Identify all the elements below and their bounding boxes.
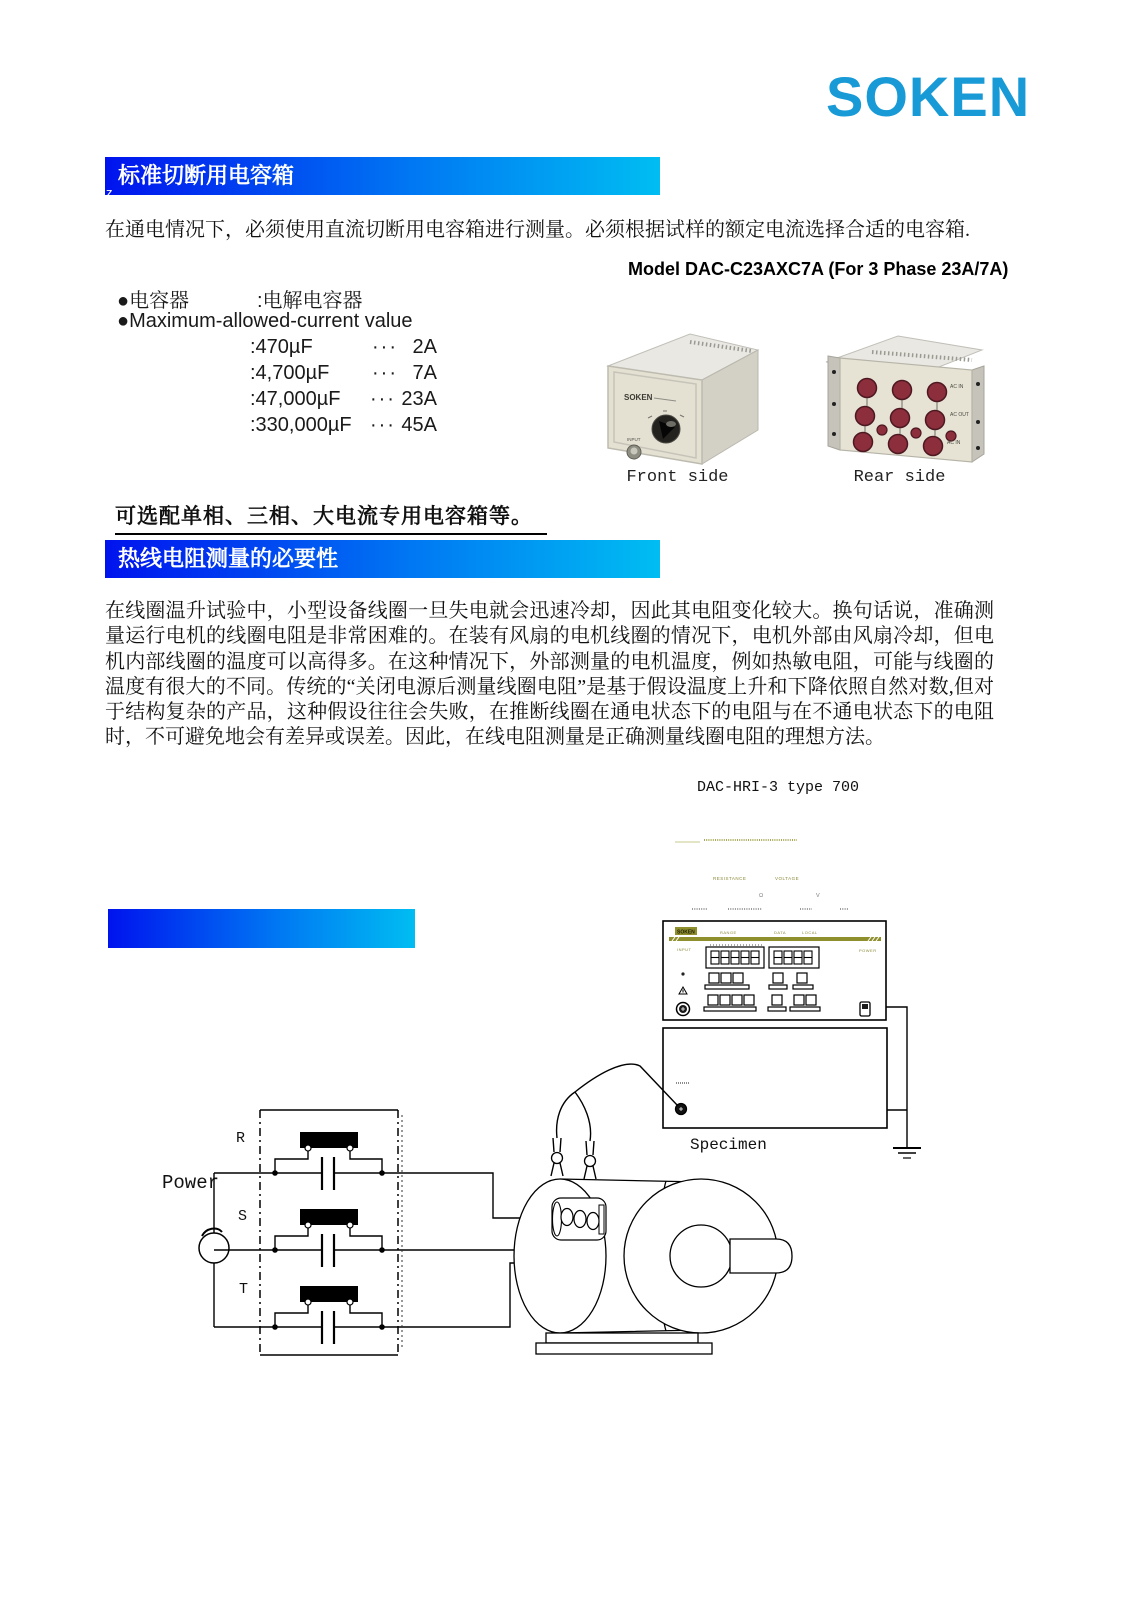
led-indicator <box>681 972 684 975</box>
section-header-capacitor-box <box>105 157 660 200</box>
spec-value-row <box>250 414 437 440</box>
rail-screw <box>832 402 836 406</box>
volt-symbol: V <box>816 893 820 899</box>
voltage-label: VOLTAGE <box>775 876 800 881</box>
device-model-label: DAC-HRI-3 type 700 <box>697 779 860 796</box>
capacitance-value: :330,000µF <box>250 414 352 436</box>
motor-drawing <box>514 1179 792 1354</box>
alligator-clip <box>584 1141 596 1179</box>
current-value: 2A <box>412 336 437 358</box>
relay-capacitor-unit-t <box>272 1286 385 1344</box>
measurement-diagram <box>100 820 1000 1400</box>
spec-list <box>117 284 457 440</box>
resistance-label: RESISTANCE <box>713 876 747 881</box>
capacitance-value: :4,700µF <box>250 362 330 384</box>
rear-side-caption: Rear side <box>853 468 946 487</box>
dots-separator: ··· <box>372 336 398 358</box>
rear-side-photo <box>812 330 987 470</box>
front-brand-label: SOKEN <box>624 393 653 402</box>
rail-screw <box>976 420 980 424</box>
current-value: 23A <box>401 388 437 410</box>
power-label: Power <box>162 1172 220 1194</box>
spec-value-row <box>250 336 437 362</box>
relay-capacitor-unit-r <box>272 1132 385 1190</box>
spec-max-current-label: ●Maximum-allowed-current value <box>117 310 413 332</box>
phase-s-label: S <box>238 1208 248 1225</box>
instrument-front-panel <box>663 921 886 1020</box>
input-connector-center <box>631 448 638 455</box>
rail-screw <box>832 432 836 436</box>
relay-capacitor-unit-s <box>272 1209 385 1267</box>
capacitance-value: :47,000µF <box>250 388 341 410</box>
ohm-symbol: Ω <box>759 893 764 899</box>
current-value: 7A <box>412 362 437 384</box>
rail-screw <box>832 370 836 374</box>
panel-power-label: POWER <box>859 948 877 953</box>
body-paragraph: 在线圈温升试验中，小型设备线圈一旦失电就会迅速冷却，因此其电阻变化较大。换句话说，准确测量运行电机的线圈电阻是非常困难的。在装有风扇的电机线圈的情况下，电机外部由风扇冷却，但电机内部线圈的温度可以高得多。在这种情况下，外部测量的电机温度，例如热敏电阻，可能与线圈的温度有很大的不同。传统的“关闭电源后测量线圈电阻”是基于假设温度上升和下降依照自然对数,但对于结构复杂的产品，这种假设往往会失败，在推断线圈在通电状态下的电阻与在不通电状态下的电阻时，不可避免地会有差异或误差。因此，在线电阻测量是正确测量线圈电阻的理想方法。 <box>105 600 994 749</box>
current-value: 45A <box>401 414 437 436</box>
data-label: DATA <box>774 930 787 935</box>
panel-brand-label: SOKEN <box>677 929 695 936</box>
power-source <box>199 1229 229 1263</box>
ac-in-bottom-label: AC IN <box>947 440 961 446</box>
spec-capacitor-label: ●电容器 <box>117 290 190 312</box>
section1-title: 标准切断用电容箱 <box>118 163 295 188</box>
ac-out-label: AC OUT <box>950 412 969 418</box>
spec-capacitor-value: :电解电容器 <box>257 290 363 312</box>
ground-wiring <box>886 1007 921 1158</box>
front-side-photo <box>590 326 765 472</box>
dots-separator: ··· <box>369 388 396 410</box>
capacitance-value: :470µF <box>250 336 313 358</box>
intro-paragraph: 在通电情况下，必须使用直流切断用电容箱进行测量。必须根据试样的额定电流选择合适的电容箱. <box>105 219 970 241</box>
section2-title: 热线电阻测量的必要性 <box>118 546 339 571</box>
dots-separator: ··· <box>369 414 396 436</box>
phase-r-line <box>214 1173 552 1218</box>
knob-highlight <box>666 421 676 427</box>
phase-t-label: T <box>239 1281 249 1298</box>
front-input-label: INPUT <box>627 437 641 442</box>
dots-separator: ··· <box>372 362 398 384</box>
alligator-clip <box>551 1138 563 1176</box>
front-side-caption: Front side <box>626 468 729 487</box>
range-label: RANGE <box>720 930 737 935</box>
section-header-hot-resistance <box>105 540 660 578</box>
spec-value-row <box>250 388 437 414</box>
artifact-z: z <box>106 185 113 200</box>
spec-capacitor-row <box>117 284 457 310</box>
phase-r-label: R <box>236 1130 246 1147</box>
power-switch-rocker <box>862 1004 868 1009</box>
soken-logo: SOKEN <box>826 65 1031 128</box>
ac-in-top-label: AC IN <box>950 384 964 390</box>
spec-value-row <box>250 362 437 388</box>
option-note: 可选配单相、三相、大电流专用电容箱等。 <box>115 500 547 535</box>
instrument-lower-unit <box>663 1028 887 1128</box>
panel-band <box>669 937 881 941</box>
rail-screw <box>976 382 980 386</box>
test-clips-and-cable <box>551 1064 678 1179</box>
panel-input-label: INPUT <box>677 947 692 952</box>
terminal-grid <box>854 379 957 456</box>
local-label: LOCAL <box>802 930 818 935</box>
model-heading: Model DAC-C23AXC7A (For 3 Phase 23A/7A) <box>628 259 1009 279</box>
specimen-label: Specimen <box>690 1136 767 1154</box>
rail-screw <box>976 446 980 450</box>
